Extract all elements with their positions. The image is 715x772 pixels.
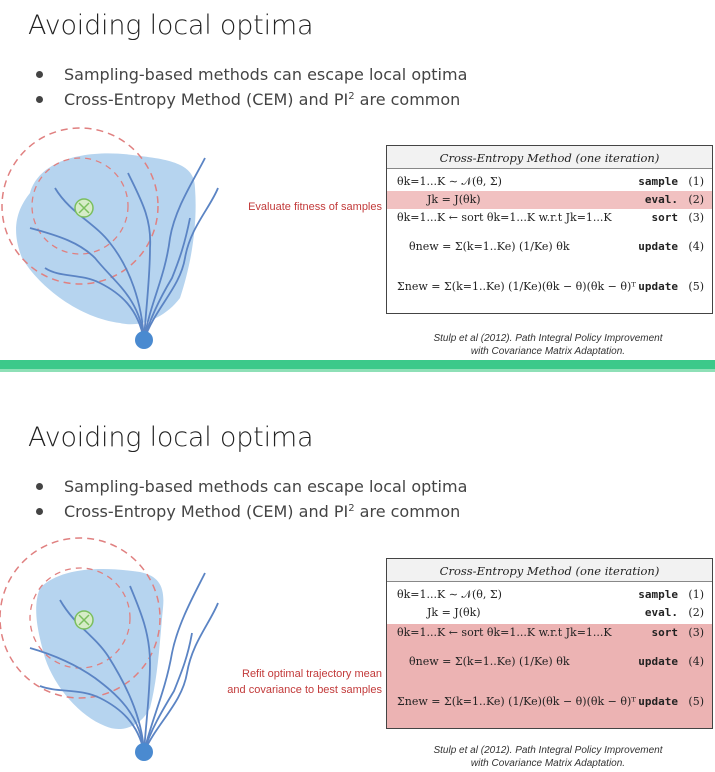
slide-2 [0, 412, 715, 772]
slide-1 [0, 0, 715, 360]
citation: Stulp et al (2012). Path Integral Policy Improvement with Covariance Matrix Adaptation. [433, 333, 663, 357]
annotation-caption: Evaluate fitness of samples [248, 201, 382, 213]
bullet-item: Sampling-based methods can escape local optima [36, 62, 467, 87]
algorithm-row-highlighted: Σnew = Σ(k=1..Ke) (1/Ke)(θk − θ)(θk − θ)ᵀ update (5) [397, 695, 704, 708]
algorithm-row: Jk = J(θk) eval. (2) [427, 606, 704, 619]
cem-algorithm-box [386, 145, 713, 314]
trajectory-illustration [0, 528, 230, 768]
bullet-dot-icon [36, 508, 43, 515]
algorithm-row: θk=1...K ∼ 𝒩(θ, Σ) sample (1) [397, 588, 704, 601]
bullet-item: Cross-Entropy Method (CEM) and $PI^2$ are common [36, 87, 467, 112]
algorithm-row: θnew = Σ(k=1..Ke) (1/Ke) θk update (4) [409, 240, 704, 253]
algorithm-row-highlighted: Jk = J(θk) eval. (2) [387, 191, 712, 209]
citation: Stulp et al (2012). Path Integral Policy Improvement with Covariance Matrix Adaptation. [433, 745, 663, 769]
annotation-caption: Refit optimal trajectory mean and covariance to best samples [227, 668, 382, 696]
start-node-icon [135, 331, 153, 349]
algorithm-row-highlighted: θnew = Σ(k=1..Ke) (1/Ke) θk update (4) [409, 655, 704, 668]
algorithm-row: θk=1...K ← sort θk=1...K w.r.t Jk=1...K sort (3) [397, 211, 704, 224]
bullet-dot-icon [36, 483, 43, 490]
algorithm-row-highlighted: θk=1...K ← sort θk=1...K w.r.t Jk=1...K sort (3) [397, 626, 704, 639]
algorithm-row: Σnew = Σ(k=1..Ke) (1/Ke)(θk − θ)(θk − θ)ᵀ update (5) [397, 280, 704, 293]
start-node-icon [135, 743, 153, 761]
cem-algorithm-box [386, 558, 713, 729]
slide-title: Avoiding local optima [28, 10, 314, 41]
bullet-item: Sampling-based methods can escape local optima [36, 474, 467, 499]
algorithm-row: θk=1...K ∼ 𝒩(θ, Σ) sample (1) [397, 175, 704, 188]
sample-cloud [36, 569, 163, 729]
bullet-dot-icon [36, 96, 43, 103]
bullet-item: Cross-Entropy Method (CEM) and $PI^2$ are common [36, 499, 467, 524]
highlighted-block [387, 624, 712, 728]
slide-divider [0, 360, 715, 372]
bullet-list [36, 62, 467, 112]
bullet-list [36, 474, 467, 524]
algorithm-title: Cross-Entropy Method (one iteration) [387, 559, 712, 582]
slide-title: Avoiding local optima [28, 422, 314, 453]
bullet-dot-icon [36, 71, 43, 78]
algorithm-title: Cross-Entropy Method (one iteration) [387, 146, 712, 169]
trajectory-illustration [0, 118, 230, 358]
